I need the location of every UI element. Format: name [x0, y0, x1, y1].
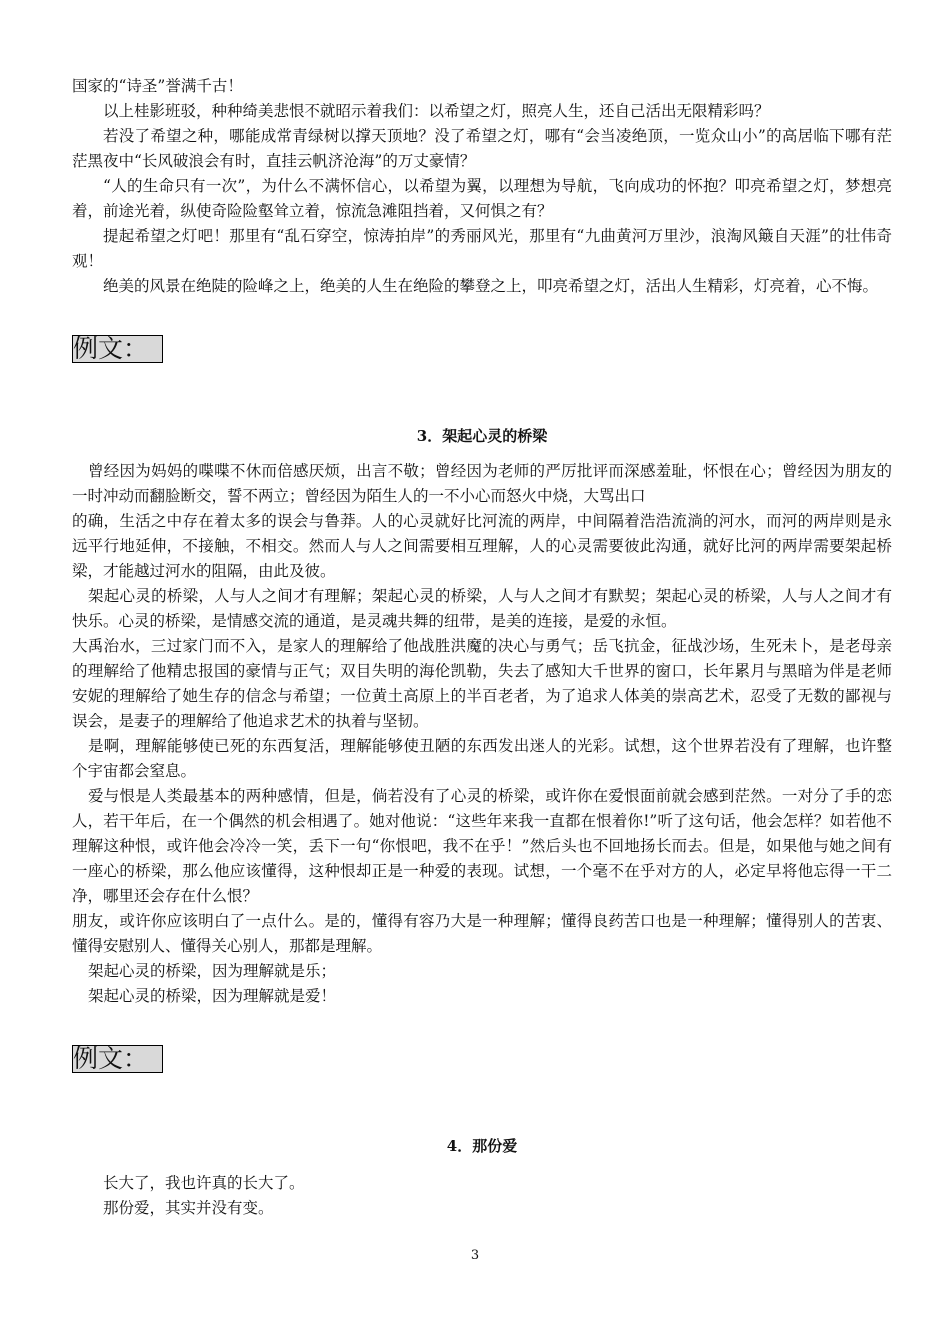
paragraph: 以上桂影班驳，种种绮美悲恨不就昭示着我们：以希望之灯，照亮人生，还自己活出无限精彩吗？: [103, 102, 770, 120]
paragraph: 绝美的风景在绝陡的险峰之上，绝美的人生在绝险的攀登之上，叩亮希望之灯，活出人生精彩，灯亮着，心不悔。: [103, 277, 879, 295]
page-number: 3: [470, 1248, 480, 1263]
paragraph: 若没了希望之种，哪能成常青绿树以撑天顶地？没了希望之灯，哪有“会当凌绝顶，一览众山小”的高居临下哪有茫茫黑夜中“长风破浪会有时，直挂云帆济沧海”的万丈豪情？: [72, 127, 892, 170]
paragraph: 是啊，理解能够使已死的东西复活，理解能够使丑陋的东西发出迷人的光彩。试想，这个世界若没有了理解，也许整个宇宙都会窒息。: [72, 737, 892, 780]
paragraph: “人的生命只有一次”，为什么不满怀信心，以希望为翼，以理想为导航，飞向成功的怀抱？叩亮希望之灯，梦想亮着，前途光着，纵使奇险险壑耸立着，惊流急滩阻挡着，又何惧之有？: [72, 177, 892, 220]
paragraph: 长大了，我也许真的长大了。: [103, 1174, 305, 1192]
example-label: 例文：: [72, 1045, 163, 1073]
paragraph: 提起希望之灯吧！那里有“乱石穿空，惊涛拍岸”的秀丽风光，那里有“九曲黄河万里沙，浪淘风簸自天涯”的壮伟奇观！: [72, 227, 892, 270]
essay-title: 3．架起心灵的桥梁: [416, 427, 548, 445]
paragraph: 那份爱，其实并没有变。: [103, 1199, 274, 1217]
paragraph: 国家的“诗圣”誉满千古！: [72, 77, 243, 95]
paragraph: 朋友，或许你应该明白了一点什么。是的，懂得有容乃大是一种理解；懂得良药苦口也是一种理解；懂得别人的苦衷、懂得安慰别人、懂得关心别人，那都是理解。: [72, 912, 892, 955]
document-page: [72, 74, 892, 1221]
paragraph: 的确，生活之中存在着太多的误会与鲁莽。人的心灵就好比河流的两岸，中间隔着浩浩流淌的河水，而河的两岸则是永远平行地延伸，不接触，不相交。然而人与人之间需要相互理解，人的心灵需要彼此沟通，就好比河的两岸需要架起桥梁，才能越过河水的阻隔，由此及彼。: [72, 512, 892, 580]
example-label: 例文：: [72, 335, 163, 363]
paragraph: 架起心灵的桥梁，人与人之间才有理解；架起心灵的桥梁，人与人之间才有默契；架起心灵的桥梁，人与人之间才有快乐。心灵的桥梁，是情感交流的通道，是灵魂共舞的纽带，是美的连接，是爱的永恒。: [72, 587, 892, 630]
paragraph: 爱与恨是人类最基本的两种感情，但是，倘若没有了心灵的桥梁，或许你在爱恨面前就会感到茫然。一对分了手的恋人，若干年后，在一个偶然的机会相遇了。她对他说：“这些年来我一直都在恨着你!”听了这句话，他会怎样？如若他不理解这种恨，或许他会冷冷一笑，丢下一句“你恨吧，我不在乎！”然后头也不回地扬长而去。但是，如果他与她之间有一座心的桥梁，那么他应该懂得，这种恨却正是一种爱的表现。试想，一个毫不在乎对方的人，必定早将他忘得一干二净，哪里还会存在什么恨？: [72, 787, 892, 905]
paragraph: 大禹治水，三过家门而不入，是家人的理解给了他战胜洪魔的决心与勇气；岳飞抗金，征战沙场，生死未卜，是老母亲的理解给了他精忠报国的豪情与正气；双目失明的海伦凯勒，失去了感知大千世界的窗口，长年累月与黑暗为伴是老师安妮的理解给了她生存的信念与希望；一位黄土高原上的半百老者，为了追求人体美的崇高艺术，忍受了无数的鄙视与误会，是妻子的理解给了他追求艺术的执着与坚韧。: [72, 637, 892, 730]
paragraph: 架起心灵的桥梁，因为理解就是乐；: [88, 962, 337, 980]
paragraph: 架起心灵的桥梁，因为理解就是爱！: [88, 987, 337, 1005]
paragraph: 曾经因为妈妈的喋喋不休而倍感厌烦，出言不敬；曾经因为老师的严厉批评而深感羞耻，怀恨在心；曾经因为朋友的一时冲动而翻脸断交，誓不两立；曾经因为陌生人的一不小心而怒火中烧，大骂出口: [72, 462, 892, 505]
essay-title: 4．那份爱: [446, 1137, 518, 1155]
